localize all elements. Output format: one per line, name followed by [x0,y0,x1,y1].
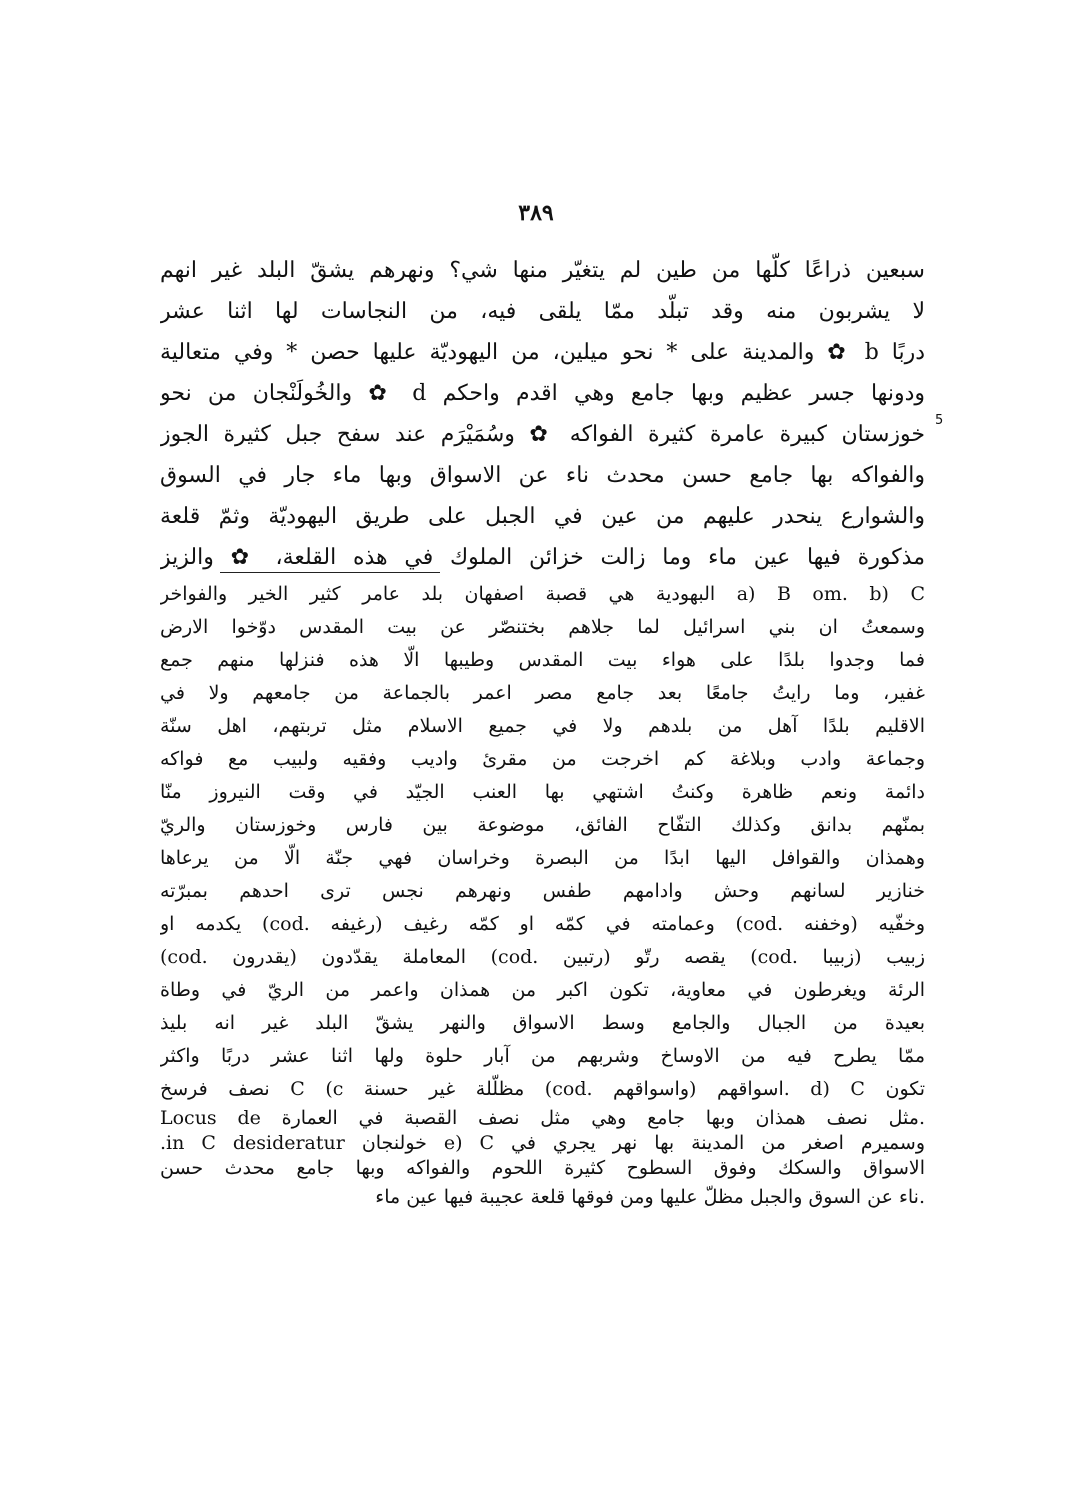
footnote-line: .ناء عن السوق والجبل مظلّ عليها ومن فوقها قلعة عجيبة فيها عين ماء [375,1186,925,1208]
main-line: مذكورة فيها عين ماء وما زالت خزائن الملوك في هذه القلعة، ✿ والزيز [160,545,925,570]
footnote-divider [220,572,440,573]
footnote-line: بمنّهم بدانق وكذلك التفّاح الفائق، موضوعة بين فارس وخوزستان والريّ [160,814,925,836]
main-line: لا يشربون منه وقد تبلّد ممّا يلقى فيه، من النجاسات لها اثنا عشر [160,299,925,324]
main-line: سبعين ذراعًا كلّها من طين لم يتغيّر منها شي؟ ونهرهم يشقّ البلد غير انهم [160,258,925,283]
main-line: ودونها جسر عظيم وبها جامع وهي اقدم واحكم d ✿ والخُولَنْجان من نحو [160,381,925,406]
footnote-line: .مثل نصف همذان وبها جامع وهي مثل نصف القصبة في العمارة Locus de [160,1107,925,1129]
main-line: والشوارع ينحدر عليهم من عين في الجبل على طريق اليهوديّة وثمّ قلعة [160,504,925,529]
page-number: ٣٨٩ [518,200,554,226]
footnote-line: فما وجدوا بلدًا على هواء بيت المقدس وطيبها الّا هذه فنزلها منهم جمع [160,649,925,671]
main-text [160,250,925,578]
main-line: خوزستان كبيرة عامرة كثيرة الفواكه ✿ وسُمَيْرَم عند سفح جبل كثيرة الجوز [160,422,925,447]
footnote-line: وخفّيه (وخفنه .cod) وعمامته في كمّه او كمّه رغيف (رغيفه .cod) يكدمه او [160,913,925,935]
footnote-line: a) B om. b) C البهودية هي قصبة اصفهان بلد عامر كثير الخير والفواخر [160,583,925,605]
footnote-line: الاسواق والسكك وفوق السطوح كثيرة اللحوم والفواكه وبها جامع محدث حسن [160,1157,925,1179]
footnote-line: وجماعة وادب وبلاغة كم اخرجت من مقرئ واديب وفقيه ولبيب مع فواكه [160,748,925,770]
footnote-line: خنازير لسانهم وحش وادامهم طفس ونهرهم نجس ترى احدهم بمبرّته [160,880,925,902]
footnote-line: الاقليم بلدًا آهل من بلدهم ولا في جميع الاسلام مثل تربتهم، اهل سنّة [160,715,925,737]
footnote-line: غفير، وما رايتُ جامعًا بعد جامع مصر اعمر بالجماعة من جامعهم ولا في [160,682,925,704]
line-number-marker: 5 [935,413,944,428]
footnote-line: وسميرم اصغر من المدينة بها نهر يجري في e) C خولنجان in C desideratur. [160,1132,925,1154]
footnote-line: تكون C (d .اسواقهم (واسواقهم .cod) مظلّلة غير حسنة c) C نصف فرسخ [160,1078,925,1100]
main-line: دربًا b ✿ والمدينة على * نحو ميلين، من اليهوديّة عليها حصن * وفي متعالية [160,340,925,365]
footnote-line: وهمذان والقوافل اليها ابدًا من البصرة وخراسان فهي جنّة الّا من يرعاها [160,847,925,869]
footnote-line: بعيدة من الجبال والجامع وسط الاسواق والنهر يشقّ البلد غير انه بليذ [160,1012,925,1034]
footnote-line: الرئة ويغرطون في معاوية، تكون اكبر من همذان واعمر من الريّ في وطاة [160,979,925,1001]
main-line: والفواكه بها جامع حسن محدث ناء عن الاسواق وبها ماء جار في السوق [160,463,925,488]
footnote-line: زبيب (زبيبا .cod) يقصه رتّو (رتبين .cod) المعاملة يقدّدون (يقدرون .cod) [160,946,925,968]
footnotes [160,578,925,1214]
footnote-line: دائمة ونعم ظاهرة وكنتُ اشتهي بها العنب الجيّد في وقت النيروز منّا [160,781,925,803]
footnote-line: ممّا يطرح فيه من الاوساخ وشربهم من آبار حلوة ولها اثنا عشر دربًا واكثر [160,1045,925,1067]
footnote-line: وسمعتُ ان بني اسرائيل لما جلاهم بختنصّر عن بيت المقدس دوّخوا الارض [160,616,925,638]
